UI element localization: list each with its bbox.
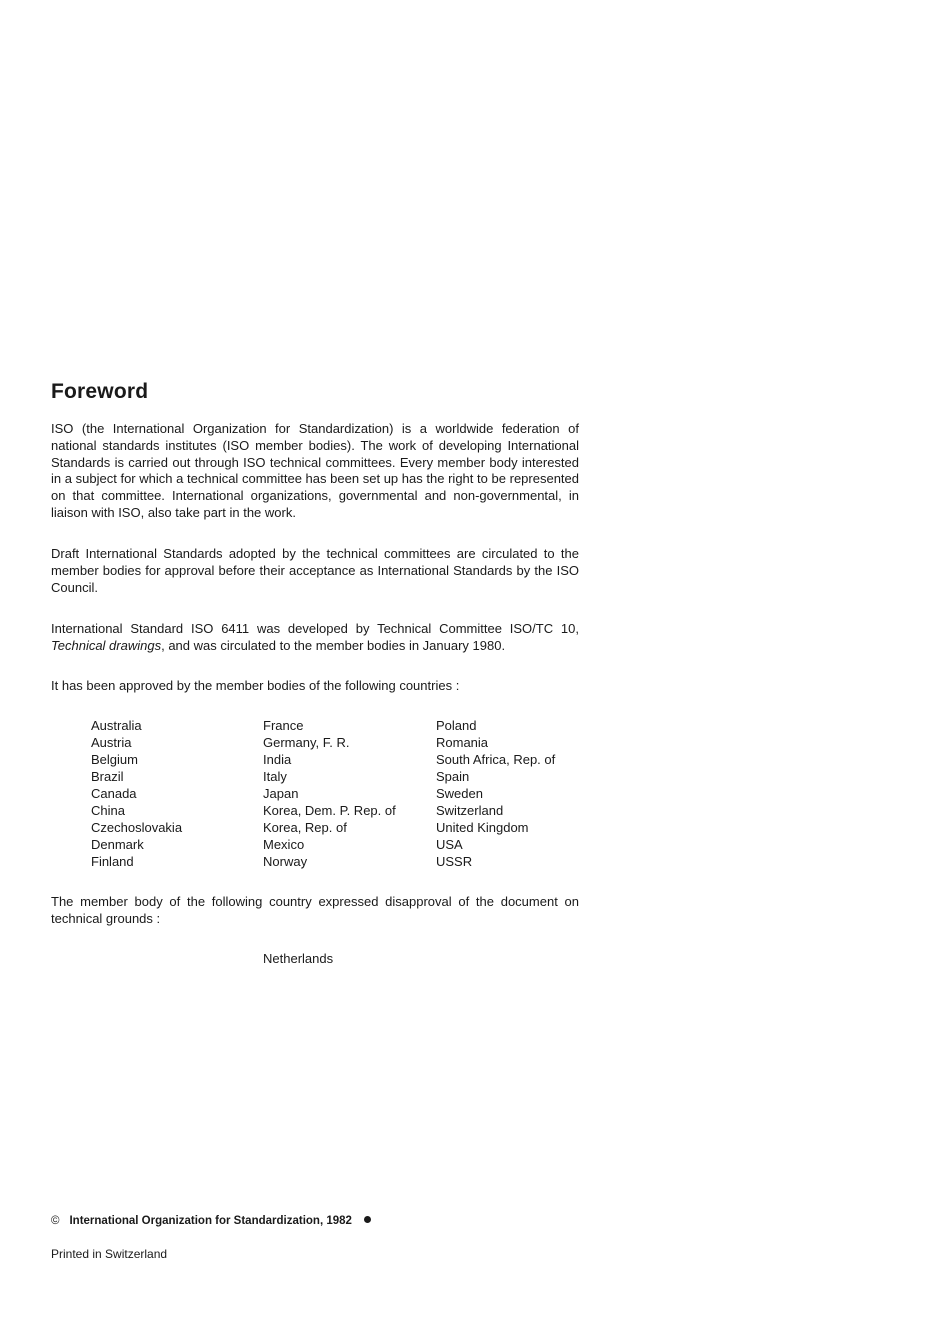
- country-item: France: [263, 718, 304, 733]
- disapproving-country: Netherlands: [263, 951, 334, 966]
- country-item: USSR: [436, 854, 473, 869]
- country-item: Mexico: [263, 837, 305, 852]
- country-item: Germany, F. R.: [263, 735, 350, 750]
- country-column-1: [91, 717, 182, 870]
- copyright-line: [51, 1215, 371, 1227]
- bullet-mark-icon: [364, 1216, 371, 1223]
- country-column-3: [436, 717, 555, 870]
- paragraph-draft-standards: Draft International Standards adopted by the technical committees are circulated to the member bodies for approval before their acceptance as International Standards by the ISO Council.: [51, 546, 579, 595]
- country-item: Spain: [436, 769, 470, 784]
- country-item: Norway: [263, 854, 308, 869]
- printed-location: Printed in Switzerland: [51, 1247, 168, 1261]
- standard-development-text: International Standard ISO 6411 was developed by Technical Committee ISO/TC 10,: [51, 621, 579, 636]
- country-column-2: [263, 717, 396, 870]
- country-item: China: [91, 803, 125, 818]
- copyright-symbol: ©: [51, 1215, 60, 1227]
- country-item: Romania: [436, 735, 489, 750]
- circulation-text: , and was circulated to the member bodies in January 1980.: [161, 637, 506, 653]
- country-item: Korea, Rep. of: [263, 820, 347, 835]
- country-item: Japan: [263, 786, 299, 801]
- paragraph-standard-development: [51, 621, 579, 655]
- country-item: Finland: [91, 854, 134, 869]
- country-item: Denmark: [91, 837, 144, 852]
- country-item: Sweden: [436, 786, 483, 801]
- country-item: Australia: [91, 718, 142, 733]
- country-item: Czechoslovakia: [91, 820, 183, 835]
- country-item: USA: [436, 837, 463, 852]
- copyright-text: International Organization for Standardization, 1982: [69, 1215, 352, 1227]
- country-item: Switzerland: [436, 803, 504, 818]
- country-item: Belgium: [91, 752, 138, 767]
- country-item: Canada: [91, 786, 137, 801]
- paragraph-disapproval-intro: The member body of the following country expressed disapproval of the document on technical grounds :: [51, 894, 579, 926]
- country-item: Poland: [436, 718, 477, 733]
- country-item: India: [263, 752, 292, 767]
- committee-title: Technical drawings: [51, 637, 162, 653]
- country-item: Italy: [263, 769, 287, 784]
- country-item: Austria: [91, 735, 132, 750]
- country-item: Brazil: [91, 769, 124, 784]
- country-item: United Kingdom: [436, 820, 529, 835]
- paragraph-iso-description: ISO (the International Organization for Standardization) is a worldwide federation of national standards institutes (ISO member bodies). The work of developing International Standards is carried out through ISO technical committees. Every member body interested in a subject for which a technical committee has been set up has the right to be represented on that committee. International organizations, governmental and non-governmental, in liaison with ISO, also take part in the work.: [51, 421, 579, 520]
- paragraph-approval-intro: It has been approved by the member bodies of the following countries :: [51, 678, 460, 693]
- foreword-heading: Foreword: [51, 380, 149, 403]
- country-item: Korea, Dem. P. Rep. of: [263, 803, 396, 818]
- country-item: South Africa, Rep. of: [436, 752, 556, 767]
